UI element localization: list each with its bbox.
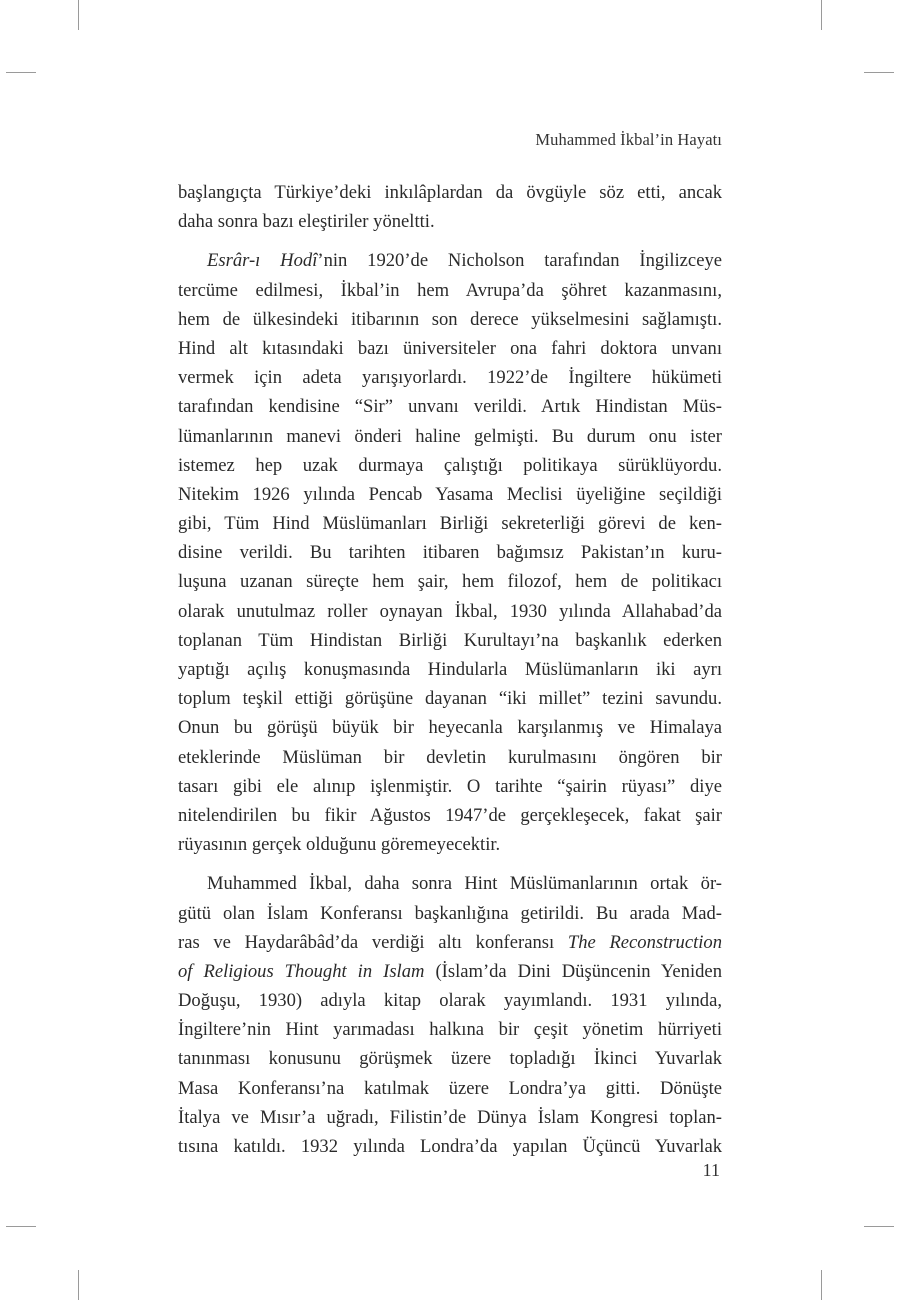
text-line: başlangıçta Türkiye’deki inkılâplardan da övgüyle söz etti, ancak [178, 182, 722, 203]
crop-mark-top-left-horizontal [6, 72, 36, 73]
crop-mark-top-right-horizontal [864, 72, 894, 73]
crop-mark-bottom-right-vertical [821, 1270, 822, 1300]
text-line: tasarı gibi ele alınıp işlenmiştir. O tarihte “şairin rüyası” diye [178, 775, 722, 797]
paragraph-3 [178, 869, 722, 1161]
text-line: nitelendirilen bu fikir Ağustos 1947’de gerçekleşecek, fakat şair [178, 804, 722, 826]
text-line: toplum teşkil ettiği görüşüne dayanan “iki millet” tezini savundu. [178, 688, 722, 710]
text-line: tısına katıldı. 1932 yılında Londra’da yapılan Üçüncü Yuvarlak [178, 1136, 722, 1157]
text-line: gibi, Tüm Hind Müslümanları Birliği sekreterliği görevi de ken- [178, 513, 722, 535]
text-line: istemez hep uzak durmaya çalıştığı politikaya sürüklüyordu. [178, 454, 722, 476]
text-line: Nitekim 1926 yılında Pencab Yasama Meclisi üyeliğine seçildiği [178, 483, 722, 505]
italic-title-reconstruction-cont: of Religious Thought in Islam [178, 960, 425, 982]
running-head: Muhammed İkbal’in Hayatı [535, 130, 722, 149]
text-line: yaptığı açılış konuşmasında Hindularla Müslümanların iki ayrı [178, 659, 722, 680]
text-line: gütü olan İslam Konferansı başkanlığına getirildi. Bu arada Mad- [178, 902, 722, 924]
crop-mark-top-right-vertical [821, 0, 822, 30]
text-line: Onun bu görüşü büyük bir heyecanla karşılanmış ve Himalaya [178, 717, 722, 739]
paragraph-2 [178, 246, 722, 859]
text-line: toplanan Tüm Hindistan Birliği Kurultayı’na başkanlık ederken [178, 629, 722, 651]
crop-mark-bottom-left-vertical [78, 1270, 79, 1300]
text-line: tercüme edilmesi, İkbal’in hem Avrupa’da şöhret kazanmasını, [178, 279, 722, 301]
crop-mark-top-left-vertical [78, 0, 79, 30]
text-line: ras ve Haydarâbâd’da verdiği altı konferansı The Reconstruction [178, 931, 723, 953]
text-line: luşuna uzanan süreçte hem şair, hem filozof, hem de politikacı [178, 571, 722, 593]
text-line: olarak unutulmaz roller oynayan İkbal, 1930 yılında Allahabad’da [178, 600, 722, 622]
italic-title-reconstruction: The Reconstruction [567, 931, 723, 953]
crop-mark-bottom-right-horizontal [864, 1226, 894, 1227]
text-line: disine verildi. Bu tarihten itibaren bağımsız Pakistan’ın kuru- [178, 542, 722, 564]
text-line: rüyasının gerçek olduğunu göremeyecektir. [178, 834, 501, 856]
text-line: Masa Konferansı’na katılmak üzere Londra’ya gitti. Dönüşte [178, 1077, 722, 1099]
text-line: of Religious Thought in Islam (İslam’da Dini Düşüncenin Yeniden [178, 960, 722, 982]
text-line: Muhammed İkbal, daha sonra Hint Müslümanlarının ortak ör- [207, 873, 722, 895]
paragraph-1 [178, 178, 722, 236]
text-line: hem de ülkesindeki itibarının son derece yükselmesini sağlamıştı. [178, 308, 722, 330]
body-text [178, 178, 722, 1161]
text-line: Hind alt kıtasındaki bazı üniversiteler ona fahri doktora unvanı [178, 337, 722, 359]
text-line: Esrâr-ı Hodî’nin 1920’de Nicholson tarafından İngilizceye [207, 250, 722, 272]
italic-title-esrar: Esrâr-ı Hodî [207, 250, 318, 272]
text-line: daha sonra bazı eleştiriler yöneltti. [178, 211, 435, 233]
text-line: İngiltere’nin Hint yarımadası halkına bir çeşit yönetim hürriyeti [178, 1019, 722, 1041]
text-line: lümanlarının manevi önderi haline gelmişti. Bu durum onu ister [178, 425, 722, 447]
page-number: 11 [702, 1160, 720, 1180]
text-line: tanınması konusunu görüşmek üzere topladığı İkinci Yuvarlak [178, 1048, 722, 1070]
text-line: eteklerinde Müslüman bir devletin kurulmasını öngören bir [178, 746, 722, 768]
text-line: tarafından kendisine “Sir” unvanı verildi. Artık Hindistan Müs- [178, 396, 722, 418]
text-line: İtalya ve Mısır’a uğradı, Filistin’de Dünya İslam Kongresi toplan- [178, 1106, 722, 1128]
text-line: vermek için adeta yarışıyorlardı. 1922’de İngiltere hükümeti [178, 367, 722, 389]
text-line: Doğuşu, 1930) adıyla kitap olarak yayımlandı. 1931 yılında, [178, 990, 722, 1012]
crop-mark-bottom-left-horizontal [6, 1226, 36, 1227]
